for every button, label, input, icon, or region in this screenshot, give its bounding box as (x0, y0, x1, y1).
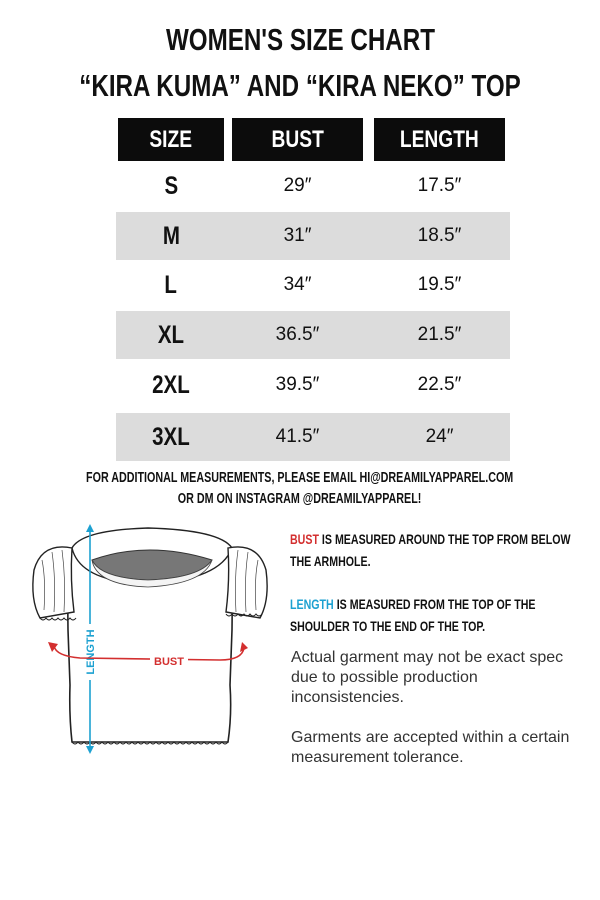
right-sleeve (226, 547, 267, 618)
size-cell: 2XL (152, 370, 190, 399)
garment-diagram (20, 520, 275, 755)
table-row (116, 311, 510, 359)
size-cell: 3XL (152, 422, 190, 451)
tolerance-note: Garments are accepted within a certain measurement tolerance. (291, 729, 570, 766)
title-line-2: “KIRA KUMA” AND “KIRA NEKO” TOP (79, 68, 521, 103)
table-row (116, 361, 510, 409)
left-sleeve (33, 547, 74, 618)
bust-keyword: BUST (290, 531, 319, 547)
bust-cell: 31″ (283, 225, 312, 246)
bust-cell: 39.5″ (275, 374, 320, 395)
table-row (116, 413, 510, 461)
bust-cell: 34″ (283, 274, 312, 295)
length-cell: 22.5″ (417, 374, 462, 395)
bust-description: BUST IS MEASURED AROUND THE TOP FROM BELOW THE ARMHOLE. (290, 531, 571, 569)
title-line-1: WOMEN'S SIZE CHART (165, 22, 435, 57)
length-cell: 18.5″ (417, 225, 462, 246)
bust-cell: 36.5″ (275, 324, 320, 345)
header-length: LENGTH (374, 118, 505, 161)
table-row (116, 162, 510, 210)
bust-label: BUST (154, 656, 184, 668)
size-cell: L (164, 270, 178, 299)
size-cell: S (164, 171, 178, 200)
length-description: LENGTH IS MEASURED FROM THE TOP OF THE SHOULDER TO THE END OF THE TOP. (290, 596, 536, 634)
length-cell: 17.5″ (417, 175, 462, 196)
length-cell: 24″ (425, 426, 454, 447)
size-cell: M (162, 221, 180, 250)
production-note: Actual garment may not be exact spec due to possible production inconsistencies. (291, 649, 564, 706)
bust-cell: 41.5″ (275, 426, 320, 447)
hem-ruffle (72, 742, 228, 744)
table-row (116, 212, 510, 260)
length-keyword: LENGTH (290, 596, 334, 612)
bust-cell: 29″ (283, 175, 312, 196)
table-row (116, 261, 510, 309)
header-size: SIZE (118, 118, 224, 161)
length-label: LENGTH (85, 629, 97, 675)
header-bust: BUST (232, 118, 363, 161)
length-cell: 19.5″ (417, 274, 462, 295)
size-cell: XL (157, 320, 185, 349)
contact-email-note: FOR ADDITIONAL MEASUREMENTS, PLEASE EMAIL HI@DREAMILYAPPAREL.COM (86, 470, 514, 486)
length-cell: 21.5″ (417, 324, 462, 345)
contact-instagram-note: OR DM ON INSTAGRAM @DREAMILYAPPAREL! (178, 491, 422, 507)
